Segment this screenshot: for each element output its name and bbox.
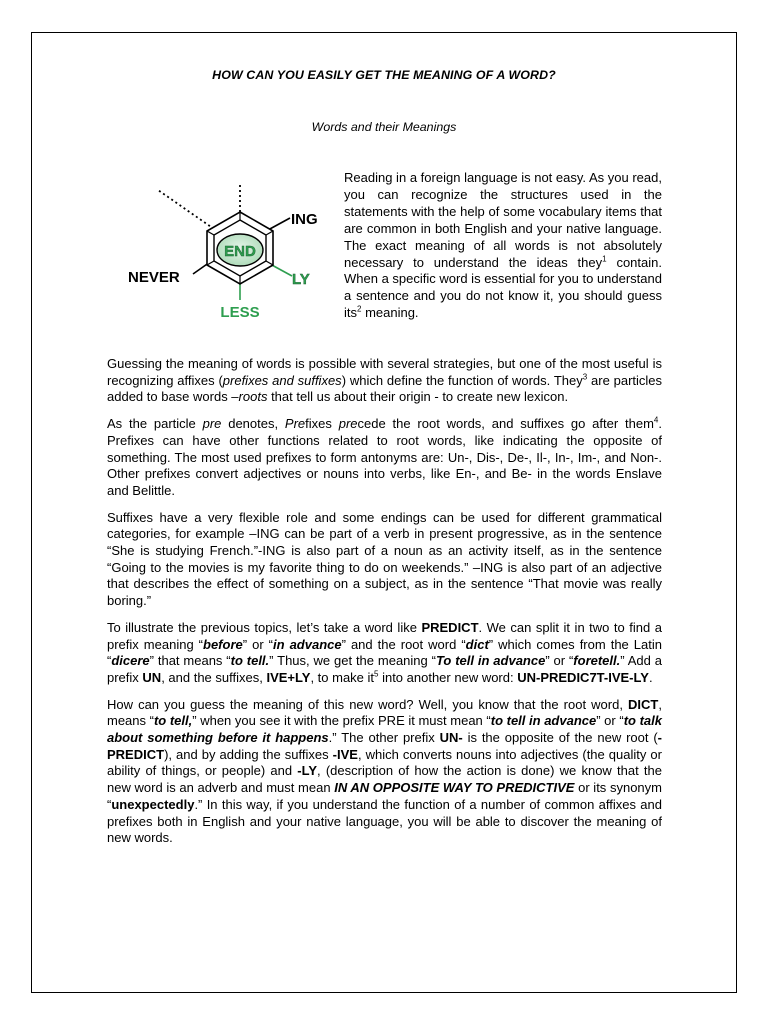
document-title: HOW CAN YOU EASILY GET THE MEANING OF A WORD? [212,68,556,82]
footnote-ref: 3 [582,372,588,382]
diagram-label-never: NEVER [128,269,180,286]
diagram-label-less: LESS [220,304,260,321]
intro-paragraph: Reading in a foreign language is not easy. As you read, you can recognize the structures used in the statements with the help of some vocabulary items that are common in both English and your native language. The exact meaning of all words is not absolutely necessary to understand the ideas they$^1$ contain. When a specific word is essential for you to understand a sentence and you do not know it, you should guess its$^2$ meaning. [344,170,662,321]
paragraph-predict-example: To illustrate the previous topics, let’s take a word like PREDICT. We can split it in two to find a prefix meaning “before” or “in advance” and the root word “dict” which comes from the Latin “dicere” that means “to tell.” Thus, we get the meaning “To tell in advance” or “foretell.” Add a prefix UN, and the suffixes, IVE+LY, to make $it^5$ into another new word: UN-PREDIC7T-IVE-LY. [107,619,662,685]
footnote-ref: 2 [357,304,362,314]
footnote-ref: 1 [602,254,607,264]
paragraph-suffixes: Suffixes have a very flexible role and some endings can be used for different grammatical categories, for example –ING can be part of a verb in present progressive, as in the sentence “She is studying French.”-ING is also part of a noun as an activity itself, as in the sentence “Going to the movies is my favorite thing to do on weekends.” –ING is also part of an adjective that describes the effect of something on a subject, as in the sentence “That movie was really boring.” [107,509,662,609]
document-subtitle: Words and their Meanings [311,120,457,134]
footnote-ref: 5 [374,669,379,679]
diagram-label-ly: LY [292,271,310,288]
paragraph-guess-meaning: How can you guess the meaning of this new word? Well, you know that the root word, DICT, means “to tell,” when you see it with the prefix PRE it must mean “to tell in advance” or “to talk about something before it happens.” The other prefix UN- is the opposite of the new root (-PREDICT), and by adding the suffixes -IVE, which converts nouns into adjectives (the quality or ability of things, or people) and -LY, (description of how the action is done) we know that the new word is an adverb and must mean IN AN OPPOSITE WAY TO PREDICTIVE or its synonym “unexpectedly.” In this way, if you understand the function of a number of common affixes and prefixes both in English and your native language, you will be able to discover the meaning of new words. [107,696,662,846]
footnote-ref: 4 [653,415,659,425]
diagram-center-label: END [224,243,256,260]
diagram-label-ing: ING [291,211,318,228]
diagram-spoke-ly [270,264,292,276]
paragraph-prefixes: As the particle pre denotes, Prefixes precede the root words, and suffixes go after them$^4$. Prefixes can have other functions related to root words, like indicating the opposite of something. The most used prefixes to form antonyms are: Un-, Dis-, De-, Il-, In-, Im-, and Non-. Other prefixes convert adjectives or nouns into verbs, like En-, and Be- in the words Enslave and Belittle. [107,415,662,498]
diagram-spoke-dotted-left [158,190,214,229]
word-wheel-diagram [120,180,335,330]
body-text [107,356,662,857]
diagram-spoke-ing [268,218,290,230]
paragraph-affixes: Guessing the meaning of words is possible with several strategies, but one of the most useful is recognizing affixes (prefixes and suffixes) which define the function of words. They$^3$ are particles added to base words –roots that tell us about their origin - to create new lexicon. [107,356,663,405]
